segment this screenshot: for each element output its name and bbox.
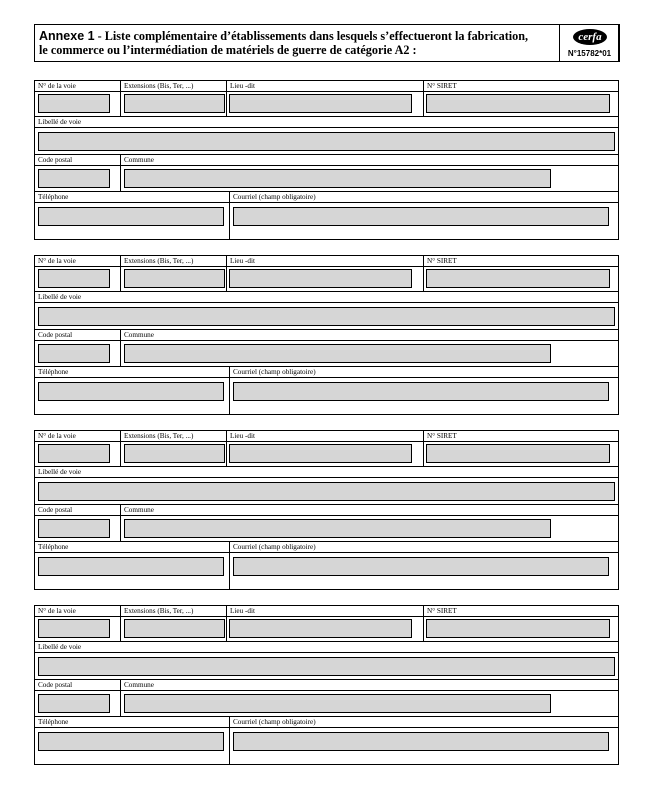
numero-voie-field[interactable]	[38, 94, 110, 113]
siret-field[interactable]	[426, 269, 610, 288]
label-numero-voie: N° de la voie	[38, 432, 76, 440]
label-numero-voie: N° de la voie	[38, 82, 76, 90]
label-telephone: Téléphone	[38, 368, 69, 376]
label-telephone: Téléphone	[38, 718, 69, 726]
lieu-dit-field[interactable]	[229, 94, 412, 113]
label-libelle-voie: Libellé de voie	[38, 643, 82, 651]
label-numero-voie: N° de la voie	[38, 257, 76, 265]
label-lieu-dit: Lieu -dit	[230, 257, 255, 265]
label-lieu-dit: Lieu -dit	[230, 607, 255, 615]
establishment-block	[34, 255, 619, 415]
libelle-voie-field[interactable]	[38, 132, 615, 151]
courriel-field[interactable]	[233, 557, 609, 576]
label-commune: Commune	[124, 681, 154, 689]
title-line-1: - Liste complémentaire d’établissements dans lesquels s’effectueront la fabrication,	[94, 29, 529, 43]
commune-field[interactable]	[124, 694, 551, 713]
label-code-postal: Code postal	[38, 681, 73, 689]
code-postal-field[interactable]	[38, 344, 110, 363]
label-courriel: Courriel (champ obligatoire)	[233, 368, 316, 376]
libelle-voie-field[interactable]	[38, 307, 615, 326]
lieu-dit-field[interactable]	[229, 619, 412, 638]
label-commune: Commune	[124, 156, 154, 164]
label-commune: Commune	[124, 506, 154, 514]
code-postal-field[interactable]	[38, 694, 110, 713]
courriel-field[interactable]	[233, 382, 609, 401]
numero-voie-field[interactable]	[38, 269, 110, 288]
siret-field[interactable]	[426, 619, 610, 638]
libelle-voie-field[interactable]	[38, 482, 615, 501]
annexe-label: Annexe 1	[39, 29, 95, 43]
establishment-block	[34, 605, 619, 765]
label-libelle-voie: Libellé de voie	[38, 293, 82, 301]
commune-field[interactable]	[124, 344, 551, 363]
telephone-field[interactable]	[38, 382, 224, 401]
cerfa-box	[559, 24, 620, 62]
commune-field[interactable]	[124, 169, 551, 188]
label-numero-voie: N° de la voie	[38, 607, 76, 615]
courriel-field[interactable]	[233, 207, 609, 226]
label-courriel: Courriel (champ obligatoire)	[233, 193, 316, 201]
establishment-block	[34, 430, 619, 590]
establishment-block	[34, 80, 619, 240]
label-siret: N° SIRET	[427, 257, 457, 265]
label-code-postal: Code postal	[38, 331, 73, 339]
label-telephone: Téléphone	[38, 543, 69, 551]
cerfa-number: N°15782*01	[567, 49, 612, 58]
code-postal-field[interactable]	[38, 169, 110, 188]
extensions-field[interactable]	[124, 269, 225, 288]
label-siret: N° SIRET	[427, 432, 457, 440]
label-siret: N° SIRET	[427, 82, 457, 90]
label-lieu-dit: Lieu -dit	[230, 82, 255, 90]
label-lieu-dit: Lieu -dit	[230, 432, 255, 440]
courriel-field[interactable]	[233, 732, 609, 751]
telephone-field[interactable]	[38, 732, 224, 751]
label-code-postal: Code postal	[38, 506, 73, 514]
lieu-dit-field[interactable]	[229, 444, 412, 463]
extensions-field[interactable]	[124, 444, 225, 463]
label-libelle-voie: Libellé de voie	[38, 118, 82, 126]
label-code-postal: Code postal	[38, 156, 73, 164]
label-commune: Commune	[124, 331, 154, 339]
cerfa-logo: cerfa	[573, 29, 607, 45]
label-extensions: Extensions (Bis, Ter, ...)	[124, 607, 194, 615]
libelle-voie-field[interactable]	[38, 657, 615, 676]
label-courriel: Courriel (champ obligatoire)	[233, 718, 316, 726]
code-postal-field[interactable]	[38, 519, 110, 538]
label-extensions: Extensions (Bis, Ter, ...)	[124, 432, 194, 440]
numero-voie-field[interactable]	[38, 444, 110, 463]
telephone-field[interactable]	[38, 557, 224, 576]
label-courriel: Courriel (champ obligatoire)	[233, 543, 316, 551]
numero-voie-field[interactable]	[38, 619, 110, 638]
label-libelle-voie: Libellé de voie	[38, 468, 82, 476]
lieu-dit-field[interactable]	[229, 269, 412, 288]
extensions-field[interactable]	[124, 94, 225, 113]
telephone-field[interactable]	[38, 207, 224, 226]
label-siret: N° SIRET	[427, 607, 457, 615]
extensions-field[interactable]	[124, 619, 225, 638]
form-header	[34, 24, 619, 62]
form-title	[39, 29, 549, 57]
label-telephone: Téléphone	[38, 193, 69, 201]
commune-field[interactable]	[124, 519, 551, 538]
label-extensions: Extensions (Bis, Ter, ...)	[124, 82, 194, 90]
siret-field[interactable]	[426, 94, 610, 113]
siret-field[interactable]	[426, 444, 610, 463]
title-line-2: le commerce ou l’intermédiation de matériels de guerre de catégorie A2 :	[39, 43, 417, 57]
label-extensions: Extensions (Bis, Ter, ...)	[124, 257, 194, 265]
